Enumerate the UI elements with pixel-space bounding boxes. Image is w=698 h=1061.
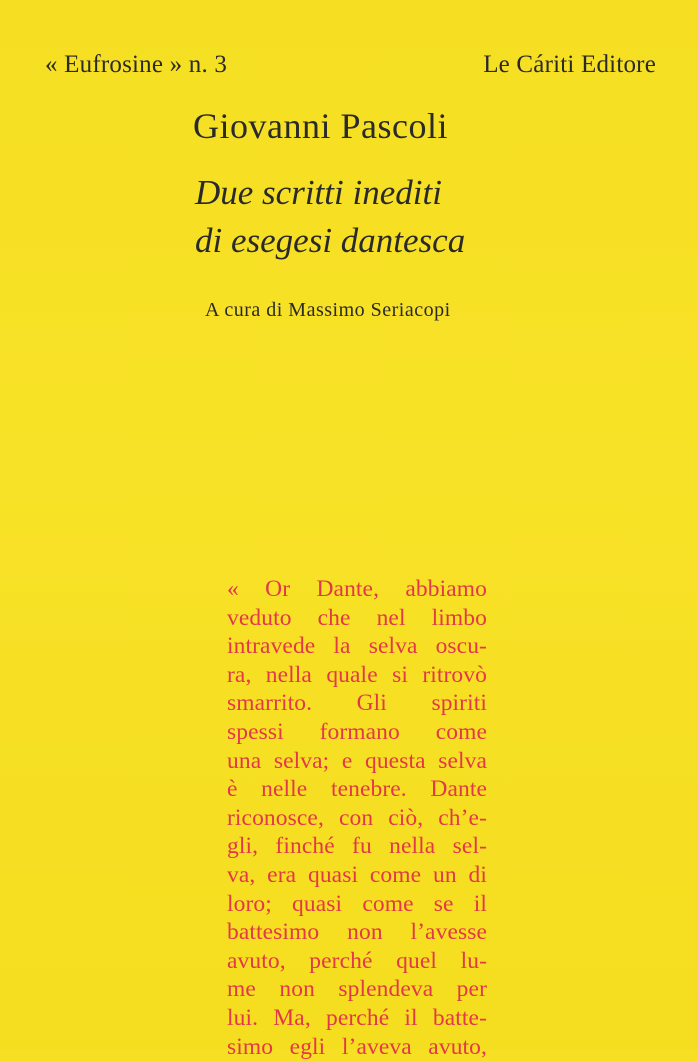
- excerpt-line: smarrito. Gli spiriti: [227, 689, 487, 718]
- excerpt-line: lui. Ma, perché il batte-: [227, 1004, 487, 1033]
- excerpt-line: intravede la selva oscu-: [227, 632, 487, 661]
- excerpt-line: avuto, perché quel lu-: [227, 947, 487, 976]
- excerpt-line: spessi formano come: [227, 718, 487, 747]
- excerpt-line: me non splendeva per: [227, 975, 487, 1004]
- excerpt-line: veduto che nel limbo: [227, 604, 487, 633]
- book-title-line-1: Due scritti inediti: [195, 172, 442, 214]
- author-name: Giovanni Pascoli: [193, 104, 448, 148]
- publisher-name: Le Cáriti Editore: [483, 50, 656, 80]
- excerpt-line: « Or Dante, abbiamo: [227, 575, 487, 604]
- editor-credit: A cura di Massimo Seriacopi: [205, 297, 451, 323]
- excerpt-line: una selva; e questa selva: [227, 747, 487, 776]
- excerpt-line: simo egli l’aveva avuto,: [227, 1033, 487, 1061]
- series-label: « Eufrosine » n. 3: [45, 50, 227, 80]
- excerpt-line: battesimo non l’avesse: [227, 918, 487, 947]
- excerpt-line: ra, nella quale si ritrovò: [227, 661, 487, 690]
- excerpt-quote: [227, 575, 487, 1061]
- book-title-line-2: di esegesi dantesca: [195, 220, 465, 262]
- excerpt-line: va, era quasi come un di: [227, 861, 487, 890]
- excerpt-line: gli, finché fu nella sel-: [227, 832, 487, 861]
- excerpt-line: loro; quasi come se il: [227, 890, 487, 919]
- excerpt-line: è nelle tenebre. Dante: [227, 775, 487, 804]
- excerpt-line: riconosce, con ciò, ch’e-: [227, 804, 487, 833]
